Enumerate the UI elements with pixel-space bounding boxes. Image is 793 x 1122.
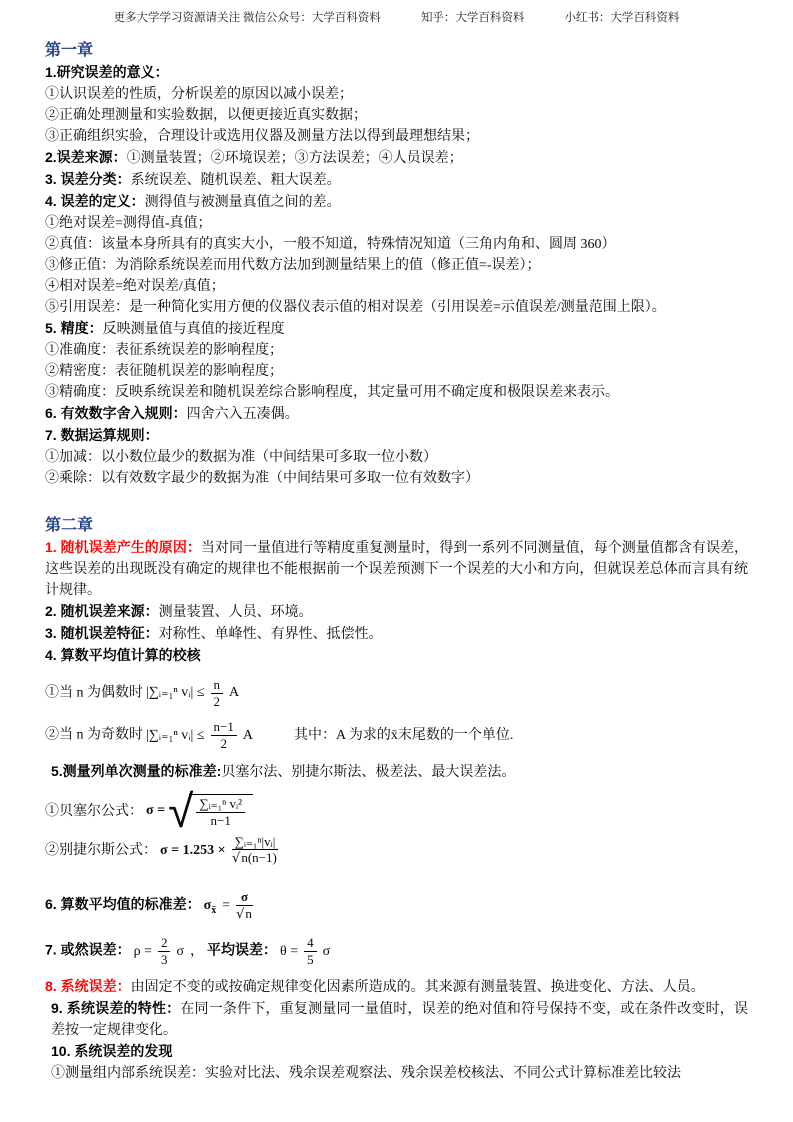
fraction-numerator: n (211, 678, 224, 694)
fraction-numerator: 2 (158, 936, 171, 952)
fraction (236, 890, 253, 921)
line-text: 测得值与被测量真值之间的差。 (144, 195, 341, 210)
sigma-symbol: σ (176, 943, 185, 959)
fraction (196, 797, 245, 827)
theta-equals: θ = (280, 943, 299, 959)
radicand: n(n−1) (241, 850, 277, 866)
ch1-line-true-value: ②真值：该量本身所具有的真实大小，一般不知道，特殊情况知道（三角内角和、圆周 360） (45, 237, 616, 252)
bold-label: 3. 随机误差特征： (45, 625, 159, 641)
ch1-line-error-definition (45, 191, 748, 213)
chapter1-title: 第一章 (45, 42, 94, 59)
formula-sum-expression: |∑ᵢ₌₁ⁿ vᵢ| ≤ (146, 685, 205, 701)
fraction-denominator (236, 906, 253, 922)
bold-label: 3. 误差分类： (45, 171, 131, 187)
ch2-line-intragroup-methods: ①测量组内部系统误差：实验对比法、残余误差观察法、残余误差校核法、不同公式计算标准差比较法 (51, 1065, 681, 1081)
fraction-numerator: n−1 (211, 720, 237, 736)
ch1-line-fiducial-error: ⑤引用误差：是一种简化实用方便的仪器仪表示值的相对误差（引用误差=示值误差/测量范围上限）。 (45, 300, 666, 315)
bold-label: 6. 有效数字舍入规则： (45, 405, 187, 421)
red-bold-label: 1. 随机误差产生的原因： (45, 539, 201, 555)
fraction (304, 936, 317, 966)
bold-label: 5. 精度： (45, 320, 103, 336)
ch2-line-mean-check-head (45, 645, 748, 667)
ch1-line-rounding-rule (45, 403, 748, 425)
chapter2-title: 第二章 (45, 517, 94, 534)
fraction-denominator: 5 (307, 951, 314, 967)
bold-label: 1.研究误差的意义： (45, 64, 169, 80)
fraction-numerator: 4 (304, 936, 317, 952)
bold-label: 7. 或然误差： (45, 941, 131, 958)
separator-comma: ， (190, 943, 205, 959)
sigma-xbar-symbol (203, 897, 217, 916)
formula-suffix: A (242, 727, 253, 743)
ch1-line-accuracy: ①准确度：表征系统误差的影响程度； (45, 343, 283, 358)
formula-bessel (45, 783, 748, 838)
sigma-equals: σ = 1.253 × (160, 842, 226, 858)
ch1-line-relative-error: ④相对误差=绝对误差/真值； (45, 279, 225, 294)
line-text: ①测量装置；②环境误差；③方法误差；④人员误差； (126, 151, 463, 166)
ch1-line-meaning-1: ①认识误差的性质，分析误差的原因以减小误差； (45, 87, 353, 102)
square-root (232, 851, 278, 866)
ch1-line-absolute-error: ①绝对误差=测得值-真值； (45, 216, 212, 231)
formula-mean-check-even (45, 678, 748, 708)
bold-label: 7. 数据运算规则： (45, 427, 159, 443)
fraction (211, 720, 237, 750)
line-text: 贝塞尔法、别捷尔斯法、极差法、最大误差法。 (221, 764, 516, 780)
ch1-line-operation-rules-head (45, 425, 748, 447)
ch2-line-single-std-methods (45, 761, 748, 783)
sigma-symbol: σ (203, 897, 212, 913)
square-root (168, 783, 253, 838)
xbar-subscript: x̄ (211, 904, 217, 916)
rho-equals: ρ = (133, 943, 152, 959)
ch2-line-systematic-error (45, 976, 748, 998)
formula-sum-expression: |∑ᵢ₌₁ⁿ vᵢ| ≤ (146, 727, 205, 743)
ch2-para-systematic-error-property (45, 998, 748, 1041)
fraction-denominator (232, 850, 279, 866)
ch2-para-random-error-cause (45, 537, 748, 601)
fraction-denominator: 3 (160, 951, 168, 967)
bold-label: 平均误差： (207, 941, 278, 958)
fraction (232, 835, 279, 866)
fraction-numerator: ∑ᵢ₌₁ⁿ vᵢ² (196, 797, 245, 813)
bold-label: 5.测量列单次测量的标准差: (51, 762, 222, 779)
ch1-line-precision: ②精密度：表征随机误差的影响程度； (45, 364, 283, 379)
page-header (0, 0, 793, 25)
ch1-line-meaning-2: ②正确处理测量和实验数据，以便更接近真实数据； (45, 108, 367, 123)
fraction-denominator: 2 (213, 693, 221, 709)
formula-probable-and-mean-error (45, 936, 748, 966)
formula-mean-standard-deviation (45, 890, 748, 921)
ch1-line-correction-value: ③修正值：为消除系统误差而用代数方法加到测量结果上的值（修正值=-误差）； (45, 258, 541, 273)
ch1-line-multiply-divide-rule: ②乘除：以有效数字最少的数据为准（中间结果可多取一位有效数字） (45, 471, 479, 486)
sigma-symbol: σ (322, 943, 331, 959)
formula-prefix: ①当 n 为偶数时 (45, 685, 143, 701)
bold-label: 9. 系统误差的特性： (51, 999, 181, 1016)
bold-label: 4. 算数平均值计算的校核 (45, 647, 201, 663)
line-text: 由固定不变的或按确定规律变化因素所造成的。其来源有测量装置、换进变化、方法、人员。 (130, 979, 705, 995)
radical-sign-icon: √ (236, 906, 245, 922)
line-text: 反映测量值与真值的接近程度 (102, 322, 285, 337)
fraction-denominator: 2 (220, 735, 227, 751)
bold-label: 2. 随机误差来源： (45, 603, 159, 619)
fraction-denominator: n−1 (210, 813, 231, 829)
ch1-line-exactness: ③精确度：反映系统误差和随机误差综合影响程度，其定量可用不确定度和极限误差来表示。 (45, 385, 619, 400)
bold-label: 6. 算数平均值的标准差： (45, 895, 201, 912)
ch1-line-meaning-3: ③正确组织实验，合理设计或选用仪器及测量方法以得到最理想结果； (45, 129, 479, 144)
square-root (236, 907, 253, 922)
para-text: 在同一条件下，重复测量同一量值时，误差的绝对值和符号保持不变，或在条件改变时，误差按一定规律变化。 (51, 1001, 748, 1038)
ch2-line-random-error-features (45, 623, 748, 645)
formula-label: ①贝塞尔公式： (45, 803, 143, 819)
formula-suffix: A (229, 685, 240, 701)
bold-label: 2.误差来源： (45, 149, 127, 165)
ch1-line-add-subtract-rule: ①加减：以小数位最少的数据为准（中间结果可多取一位小数） (45, 450, 437, 465)
ch1-line-error-sources (45, 147, 748, 169)
line-text: 系统误差、随机误差、粗大误差。 (130, 173, 341, 188)
equals-sign: = (222, 897, 231, 913)
ch2-line-systematic-error-discovery-head (45, 1041, 748, 1063)
formula-peters (45, 835, 748, 866)
ch1-line-error-types (45, 169, 748, 191)
sigma-equals: σ = (146, 803, 166, 819)
ch1-line-meaning-head (45, 62, 748, 84)
fraction-numerator: ∑ᵢ₌₁ⁿ|vᵢ| (232, 835, 279, 851)
bold-label: 4. 误差的定义： (45, 193, 145, 209)
header-zhihu-note: 知乎：大学百科资料 (420, 12, 525, 24)
header-xiaohongshu-note: 小红书：大学百科资料 (564, 12, 680, 24)
bold-label: 10. 系统误差的发现 (51, 1042, 173, 1059)
ch2-line-random-error-sources (45, 601, 748, 623)
line-text: 四舍六入五凑偶。 (186, 407, 299, 422)
fraction-numerator: σ (236, 890, 253, 906)
radical-sign-icon: √ (232, 851, 241, 867)
ch1-line-precision-head (45, 318, 748, 340)
line-text: 对称性、单峰性、有界性、抵偿性。 (158, 627, 383, 642)
header-wechat-note: 更多大学学习资源请关注 微信公众号：大学百科资料 (113, 12, 381, 24)
red-bold-label: 8. 系统误差： (45, 977, 131, 994)
fraction (211, 678, 224, 708)
formula-prefix: ②当 n 为奇数时 (45, 727, 143, 743)
line-text: 测量装置、人员、环境。 (158, 605, 313, 620)
formula-note: 其中：A 为求的x̄末尾数的一个单位. (294, 727, 514, 743)
formula-label: ②别捷尔斯公式： (45, 842, 157, 858)
radical-sign-icon: √ (168, 783, 194, 838)
radicand: n (245, 905, 252, 921)
document-body (0, 40, 793, 1084)
fraction (158, 936, 171, 966)
radicand (189, 794, 253, 827)
formula-mean-check-odd (45, 720, 748, 750)
para-text: 当对同一量值进行等精度重复测量时，得到一系列不同测量值，每个测量值都含有误差，这些误差的出现既没有确定的规律也不能根据前一个误差预测下一个误差的大小和方向，但就误差总体而言具有统计规律。 (45, 541, 748, 598)
